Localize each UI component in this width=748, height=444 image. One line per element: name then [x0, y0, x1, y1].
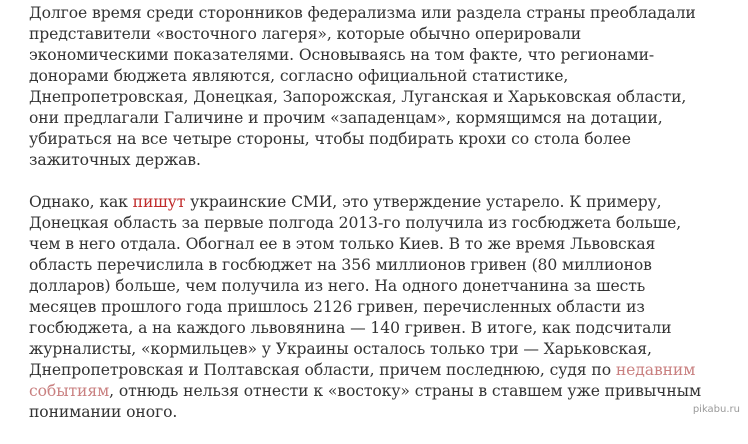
site-watermark: pikabu.ru: [692, 404, 740, 415]
text-fragment: , отнюдь нельзя отнести к «востоку» страны в ставшем уже привычным: [109, 382, 701, 400]
text-line: [29, 381, 701, 402]
text-fragment: Однако, как: [29, 193, 133, 211]
source-link[interactable]: пишут: [132, 193, 186, 211]
text-line: Донецкая область за первые полгода 2013-го получила из госбюджета больше,: [29, 214, 682, 232]
text-line: долларов) больше, чем получила из него. На одного донетчанина за шесть: [29, 277, 646, 295]
text-line: экономическими показателями. Основываясь на том факте, что регионами-: [29, 46, 655, 64]
text-line: Долгое время среди сторонников федерализма или раздела страны преобладали: [29, 4, 696, 22]
text-line: они предлагали Галичине и прочим «западенцам», кормящимся на дотации,: [29, 109, 663, 127]
text-fragment: украинские СМИ, это утверждение устарело. К примеру,: [185, 193, 662, 211]
text-line: [29, 360, 696, 381]
text-line: журналисты, «кормильцев» у Украины осталось только три — Харьковская,: [29, 340, 652, 358]
text-line: понимании оного.: [29, 403, 178, 421]
text-line: госбюджета, а на каждого львовянина — 140 гривен. В итоге, как подсчитали: [29, 319, 672, 337]
recent-events-link-part1[interactable]: недавним: [615, 361, 696, 379]
article-paragraph-2: [29, 192, 701, 423]
article-paragraph-1: [29, 3, 696, 171]
text-line: месяцев прошлого года пришлось 2126 гривен, перечисленных области из: [29, 298, 645, 316]
recent-events-link-part2[interactable]: событиям: [29, 382, 110, 400]
text-line: зажиточных держав.: [29, 151, 201, 169]
article-body: [29, 3, 701, 444]
text-line: чем в него отдала. Обогнал ее в этом только Киев. В то же время Львовская: [29, 235, 656, 253]
text-line: убираться на все четыре стороны, чтобы подбирать крохи со стола более: [29, 130, 631, 148]
text-line: область перечислила в госбюджет на 356 миллионов гривен (80 миллионов: [29, 256, 652, 274]
text-line: донорами бюджета являются, согласно официальной статистике,: [29, 67, 569, 85]
text-line: Днепропетровская, Донецкая, Запорожская, Луганская и Харьковская области,: [29, 88, 687, 106]
text-line: [29, 192, 662, 213]
text-line: представители «восточного лагеря», которые обычно оперировали: [29, 25, 582, 43]
text-fragment: Днепропетровская и Полтавская области, причем последнюю, судя по: [29, 361, 616, 379]
